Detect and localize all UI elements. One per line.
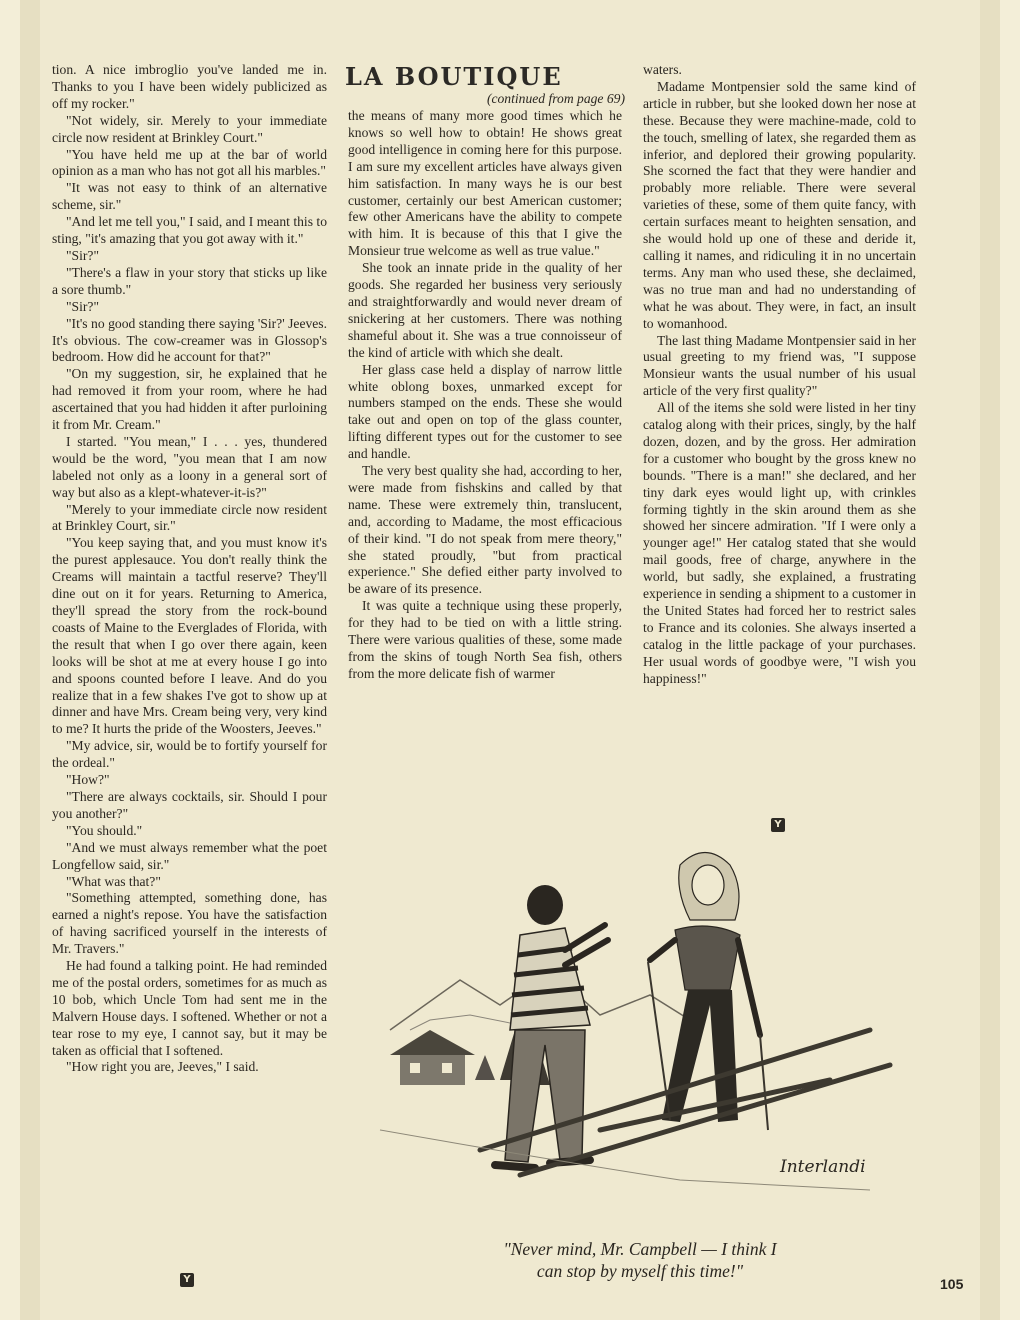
paragraph: I started. "You mean," I . . . yes, thundered would be the word, "you mean that I am now labeled not only as a loony in a general sort of way but also as a klept-whatever-it-is?" bbox=[52, 433, 327, 500]
text-column-middle bbox=[348, 108, 622, 683]
cartoon-caption bbox=[420, 1238, 860, 1282]
paragraph: "What was that?" bbox=[66, 873, 161, 889]
paragraph: "There are always cocktails, sir. Should I pour you another?" bbox=[52, 788, 327, 821]
paragraph: the means of many more good times which he knows so well how to obtain! He shows great good intelligence in coming here for this purpose. I am sure my excellent articles have always given him satisfaction. In many ways he is our best customer, certainly our best American customer; few other Americans have the ability to compete with him. It is because of this that I give the Monsieur true welcome as well as true value." bbox=[348, 108, 622, 259]
paragraph: She took an innate pride in the quality of her goods. She regarded her business very seriously and straightforwardly and would never dream of snickering at her customers. There was nothing shameful about it. She was a true connoisseur of the kind of article with which she dealt. bbox=[348, 260, 622, 360]
right-page-edge bbox=[980, 0, 1000, 1320]
paragraph: The last thing Madame Montpensier said in her usual greeting to my friend was, "I suppose Monsieur wants the usual number of his usual article of the very first quality?" bbox=[643, 332, 916, 399]
paragraph: "And we must always remember what the poet Longfellow said, sir." bbox=[52, 839, 327, 872]
paragraph: "It was not easy to think of an alternative scheme, sir." bbox=[52, 180, 327, 213]
paragraph: "Sir?" bbox=[66, 247, 99, 263]
paragraph: Madame Montpensier sold the same kind of article in rubber, but she looked down her nose at these. Because they were machine-made, cold to the touch, smelling of latex, she regarded them as inferior, and deplored their growing popularity. She scorned the fact that they were handier and probably more reliable. There were several varieties of these, some of them quite fancy, with certain surfaces meant to heighten sensation, and she would hold up one of these and deride it, calling it names, and ridiculing it in no uncertain terms. Any man who used these, she declaimed, was no true man and had no understanding of what he was about. They were, in fact, an insult to womanhood. bbox=[643, 78, 916, 331]
paragraph: "You should." bbox=[66, 822, 143, 838]
caption-line-2: can stop by myself this time!" bbox=[536, 1261, 744, 1281]
paragraph: "Not widely, sir. Merely to your immediate circle now resident at Brinkley Court." bbox=[52, 112, 327, 145]
paragraph: "My advice, sir, would be to fortify yourself for the ordeal." bbox=[52, 738, 327, 771]
paragraph: He had found a talking point. He had reminded me of the postal orders, sometimes for as much as 10 bob, which Uncle Tom had sent me in the Malvern House days. I softened. Whether or not a tear rose to my eye, I cannot say, but it may be taken as official that I softened. bbox=[52, 958, 327, 1058]
paragraph: "It's no good standing there saying 'Sir?' Jeeves. It's obvious. The cow-creamer was in Glossop's bedroom. How did he account for that?" bbox=[52, 315, 327, 365]
paragraph: waters. bbox=[643, 62, 682, 77]
paragraph: "Sir?" bbox=[66, 298, 99, 314]
text-column-left bbox=[52, 62, 327, 1076]
paragraph: "On my suggestion, sir, he explained that he had removed it from your room, where he had ascertained that you had hidden it after purloining it from Mr. Cream." bbox=[52, 366, 327, 433]
left-page-edge bbox=[20, 0, 40, 1320]
paragraph: tion. A nice imbroglio you've landed me in. Thanks to you I have been widely publicized as off my rocker." bbox=[52, 62, 327, 111]
artist-signature: Interlandi bbox=[780, 1157, 866, 1177]
paragraph: "Merely to your immediate circle now resident at Brinkley Court, sir." bbox=[52, 501, 327, 534]
paragraph: "Something attempted, something done, has earned a night's repose. You have the satisfaction of having sacrificed yourself in the interests of Mr. Travers." bbox=[52, 890, 327, 957]
end-mark-icon-right: Y bbox=[771, 818, 785, 832]
article-title: LA BOUTIQUE bbox=[345, 62, 563, 91]
paragraph: "And let me tell you," I said, and I meant this to sting, "it's amazing that you got away with it." bbox=[52, 214, 327, 247]
ski-cartoon bbox=[350, 830, 910, 1210]
paragraph: "You have held me up at the bar of world opinion as a man who has not got all his marbles." bbox=[52, 146, 327, 179]
woman-skier bbox=[648, 853, 768, 1131]
caption-line-1: "Never mind, Mr. Campbell — I think I bbox=[503, 1239, 777, 1259]
end-mark-icon-left: Y bbox=[180, 1273, 194, 1287]
paragraph: It was quite a technique using these properly, for they had to be tied on with a little string. There were various qualities of these, some made from the skins of tough North Sea fish, others from the more delicate fish of warmer bbox=[348, 598, 622, 681]
text-column-right bbox=[643, 62, 916, 688]
page-number: 105 bbox=[940, 1276, 964, 1292]
continued-note: (continued from page 69) bbox=[486, 91, 625, 106]
paragraph: "There's a flaw in your story that sticks up like a sore thumb." bbox=[52, 264, 327, 297]
paragraph: "How right you are, Jeeves," I said. bbox=[66, 1059, 259, 1075]
chalet bbox=[390, 1030, 475, 1085]
paragraph: "How?" bbox=[66, 772, 110, 788]
paragraph: "You keep saying that, and you must know it's the purest applesauce. You don't really think the Creams will maintain a tactful reserve? They'll dine out on it for years. Returning to America, they'll spread the story from the rock-bound coasts of Maine to the Everglades of Florida, with the result that when I go over there again, keen looks will be shot at me at every house I go into and spoons counted before I leave. And do you realize that in a few shakes I've got to show up at dinner and have Mrs. Cream being very, very kind to me? It hurts the pride of the Woosters, Jeeves." bbox=[52, 535, 327, 737]
paragraph: Her glass case held a display of narrow little white oblong boxes, unmarked except for numbers stamped on the ends. These she would take out and open on top of the glass counter, lifting different types out for the customer to see and handle. bbox=[348, 361, 622, 462]
paragraph: All of the items she sold were listed in her tiny catalog along with their prices, singly, by the half dozen, dozen, and by the gross. Her admiration for a customer who bought by the gross knew no bounds. "There is a man!" she declared, and her tiny dark eyes would light up, with crinkles forming tightly in the skin around them as she showed her sincere admiration. "If I were only a younger age!" Her catalog stated that she would mail goods, free of charge, anywhere in the world, but sadly, she explained, a frustrating experience in sending a shipment to a customer in the United States had forced her to restrict sales to France and its colonies. She always inserted a catalog in the little package of your purchases. Her usual words of goodbye were, "I wish you happiness!" bbox=[643, 400, 916, 686]
paragraph: The very best quality she had, according to her, were made from fishskins and called by that name. These were extremely thin, translucent, and, according to Madame, the most efficacious of their kind. "I do not speak from mere theory," she stated proudly, "but from practical experience." She defied either party involved to be aware of its presence. bbox=[348, 463, 622, 597]
